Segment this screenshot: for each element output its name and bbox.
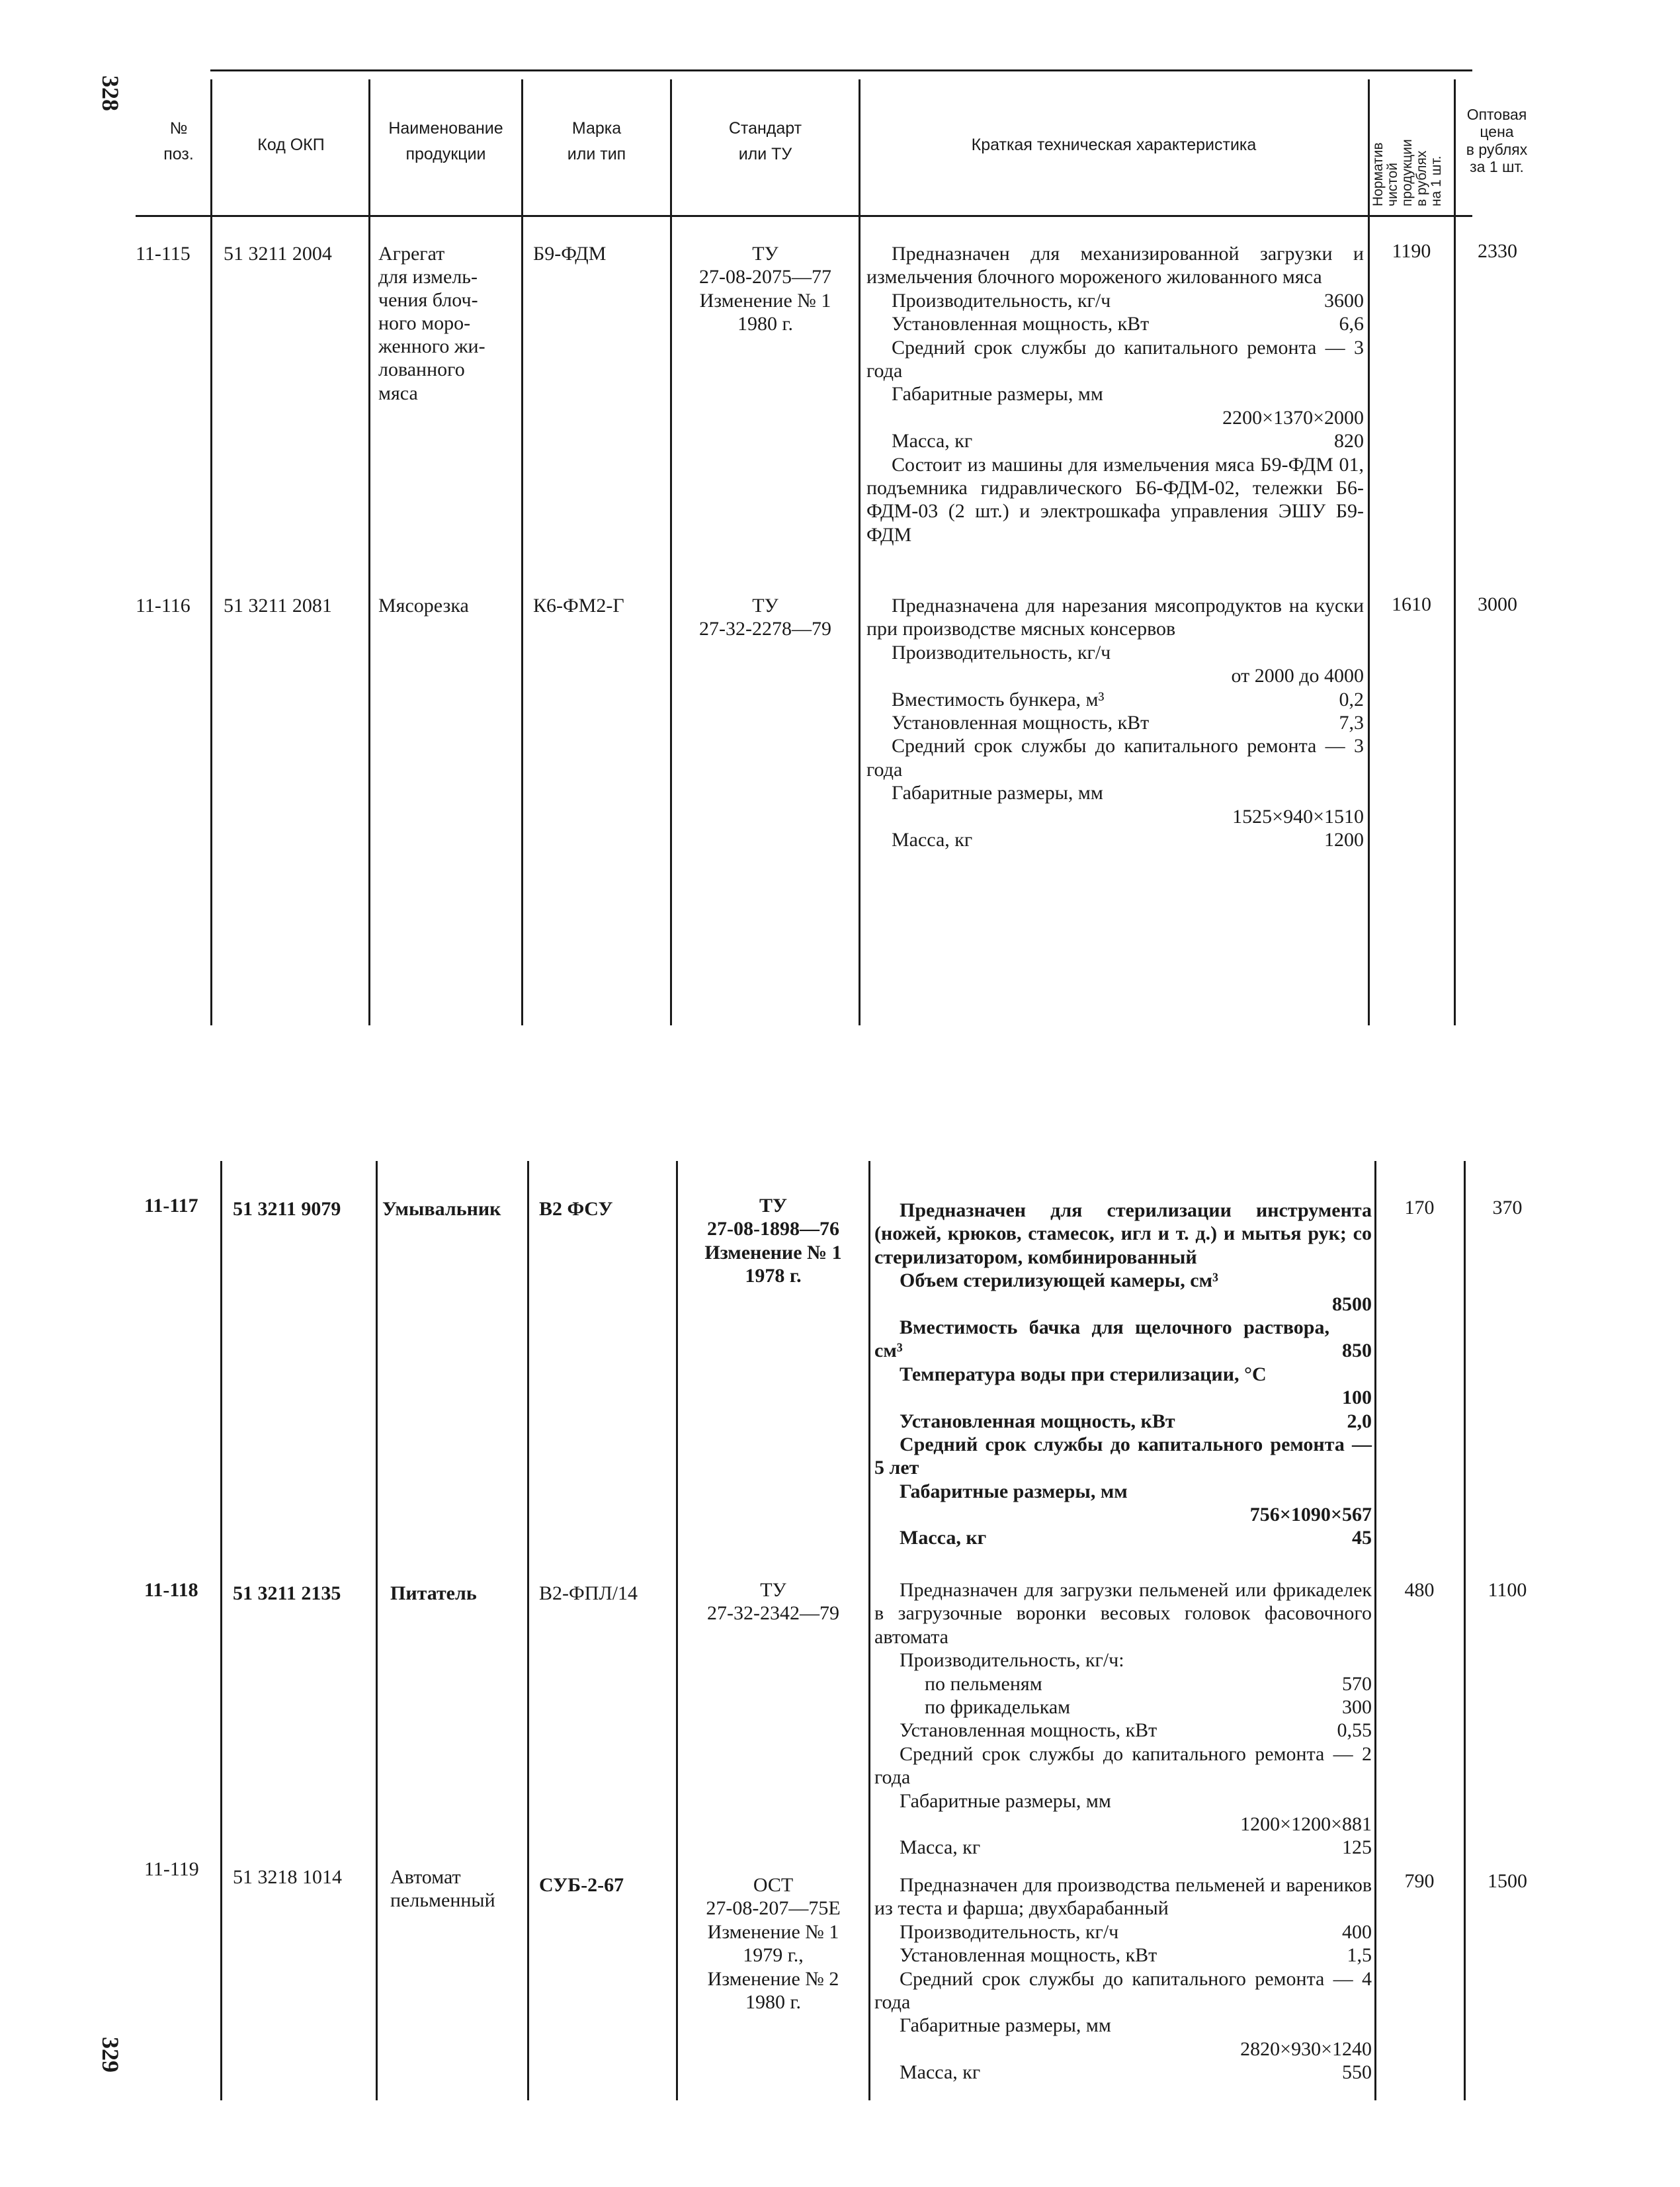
header-norm: Норматив чистой продукции в рублях на 1 шт. xyxy=(1370,139,1445,206)
row-product-name: Питатель xyxy=(390,1582,477,1604)
row-norm: 1190 xyxy=(1392,240,1431,262)
row-product-name: Агрегат для измель- чения блоч- ного моро- женного жи- лованного мяса xyxy=(378,243,485,404)
row-standard: ТУ 27-32-2278—79 xyxy=(699,595,831,640)
col-rule xyxy=(220,1161,222,2100)
col-rule xyxy=(868,1161,870,2100)
row-okp-code: 51 3211 2004 xyxy=(224,243,332,265)
row-position: 11-116 xyxy=(136,595,190,617)
row-description: Предназначен для механизированной загрузки и измельчения блочного мороженого жилованного мяса Производительность, кг/ч 3600 Установленная мощность, кВт 6,6 Средний срок службы до капитального ремонта — 3 года Габаритные размеры, мм 2200×1370×2000 Масса, кг 820 Состоит из машины для измельчения мяса Б9-ФДМ 01, подъемника гидравлического Б6-ФДМ-02, тележки Б6-ФДМ-03 (2 шт.) и электрошкафа управления ЭШУ Б9-ФДМ xyxy=(866,243,1364,546)
row-standard: ТУ 27-08-2075—77 Изменение № 1 1980 г. xyxy=(699,243,831,335)
row-description: Предназначена для нарезания мясопродуктов на куски при производстве мясных консервов Производительность, кг/ч от 2000 до 4000 Вместимость бункера, м³ 0,2 Установленная мощность, кВт 7,3 Средний срок службы до капитального ремонта — 3 года Габаритные размеры, мм 1525×940×1510 Масса, кг 1200 xyxy=(866,595,1364,851)
row-norm: 480 xyxy=(1404,1579,1435,1601)
row-mark: В2 ФСУ xyxy=(539,1198,613,1220)
header-okp: Код ОКП xyxy=(257,136,325,154)
row-product-name: Автомат пельменный xyxy=(390,1866,495,1912)
row-mark: В2-ФПЛ/14 xyxy=(539,1582,638,1604)
col-rule xyxy=(527,1161,529,2100)
header-no: № поз. xyxy=(163,119,194,163)
col-rule xyxy=(521,79,523,1025)
header-description: Краткая техническая характеристика xyxy=(971,136,1257,154)
row-standard: ОСТ 27-08-207—75Е Изменение № 1 1979 г., Изменение № 2 1980 г. xyxy=(706,1874,841,2013)
row-position: 11-119 xyxy=(144,1858,199,1880)
row-okp-code: 51 3211 2081 xyxy=(224,595,332,617)
row-okp-code: 51 3211 2135 xyxy=(233,1582,341,1604)
header-name: Наименование продукции xyxy=(388,119,503,163)
header-mark: Марка или тип xyxy=(567,119,626,163)
row-price: 3000 xyxy=(1478,593,1517,615)
row-okp-code: 51 3211 9079 xyxy=(233,1198,341,1220)
header-price: Оптовая цена в рублях за 1 шт. xyxy=(1466,106,1528,176)
header-standard: Стандарт или ТУ xyxy=(728,119,802,163)
row-price: 2330 xyxy=(1478,240,1517,262)
col-rule xyxy=(670,79,672,1025)
col-rule xyxy=(210,79,212,1025)
row-norm: 1610 xyxy=(1392,593,1431,615)
row-price: 1500 xyxy=(1488,1870,1527,1892)
row-norm: 170 xyxy=(1404,1197,1435,1219)
row-description: Предназначен для загрузки пельменей или фрикаделек в загрузочные воронки весовых головок фасовочного автомата Производительность, кг/ч: по пельменям 570 по фрикаделькам 300 Установленная мощность, кВт 0,55 Средний срок службы до капитального ремонта — 2 года Габаритные размеры, мм 1200×1200×881 Масса, кг 125 xyxy=(874,1579,1372,1859)
row-mark: СУБ-2-67 xyxy=(539,1874,624,1896)
row-norm: 790 xyxy=(1404,1870,1435,1892)
header-bottom-rule xyxy=(136,215,1472,217)
row-standard: ТУ 27-08-1898—76 Изменение № 1 1978 г. xyxy=(704,1195,842,1287)
page-number-bottom: 329 xyxy=(97,2037,124,2073)
col-rule xyxy=(1464,1161,1466,2100)
col-rule xyxy=(1454,79,1456,1025)
col-rule xyxy=(1374,1161,1376,2100)
row-product-name: Умывальник xyxy=(382,1198,501,1220)
page-number-top: 328 xyxy=(97,75,124,111)
col-rule xyxy=(676,1161,678,2100)
row-price: 370 xyxy=(1492,1197,1523,1219)
row-description: Предназначен для стерилизации инструмента (ножей, крюков, стамесок, игл и т. д.) и мытья рук; со стерилизатором, комбинированный Объем стерилизующей камеры, см³ 8500 Вместимость бачка для щелочного раствора, см³ 850 Температура воды при стерилизации, °С 100 Установленная мощность, кВт 2,0 Средний срок службы до капитального ремонта — 5 лет Габаритные размеры, мм 756×1090×567 Масса, кг 45 xyxy=(874,1199,1372,1549)
col-rule xyxy=(1368,79,1370,1025)
row-mark: К6-ФМ2-Г xyxy=(533,595,624,617)
top-rule xyxy=(210,69,1472,71)
row-mark: Б9-ФДМ xyxy=(533,243,607,265)
row-product-name: Мясорезка xyxy=(378,595,469,617)
row-okp-code: 51 3218 1014 xyxy=(233,1866,342,1888)
row-price: 1100 xyxy=(1488,1579,1527,1601)
row-position: 11-117 xyxy=(144,1195,198,1217)
col-rule xyxy=(859,79,861,1025)
row-description: Предназначен для производства пельменей и вареников из теста и фарша; двухбарабанный Производительность, кг/ч 400 Установленная мощность, кВт 1,5 Средний срок службы до капитального ремонта — 4 года Габаритные размеры, мм 2820×930×1240 Масса, кг 550 xyxy=(874,1874,1372,2084)
col-rule xyxy=(376,1161,378,2100)
row-position: 11-115 xyxy=(136,243,190,265)
col-rule xyxy=(368,79,370,1025)
row-position: 11-118 xyxy=(144,1579,198,1601)
row-standard: ТУ 27-32-2342—79 xyxy=(707,1579,839,1625)
